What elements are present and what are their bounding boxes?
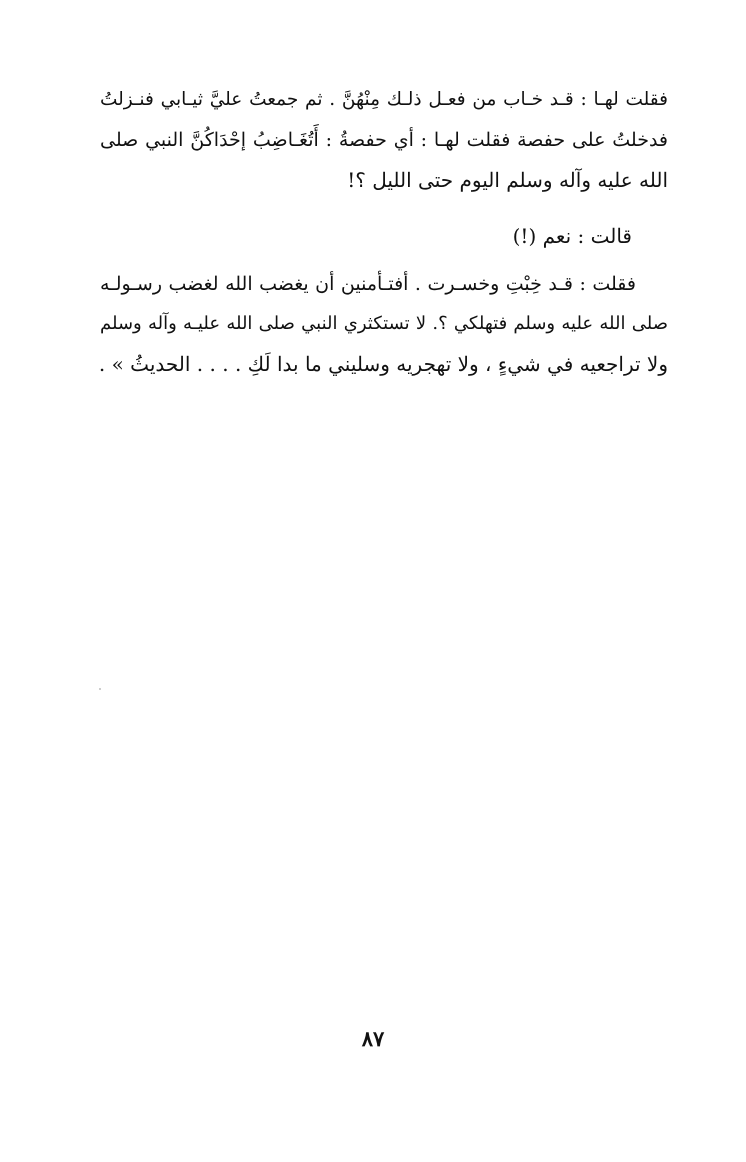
- text-line: ولا تراجعيه في شيءٍ ، ولا تهجريه وسليني ما بدا لَكِ . . . . الحديثُ » .: [98, 352, 668, 376]
- page-number: ٨٧: [361, 1026, 385, 1051]
- text-line: قالت : نعم (!): [512, 224, 632, 248]
- text-line: فقلت : قـد خِبْتِ وخسـرت . أفتـأمنين أن يغضب الله لغضب رسـولـه: [100, 273, 636, 295]
- text-line: فقلت لهـا : قـد خـاب من فعـل ذلـك مِنْهُنَّ . ثم جمعتُ عليَّ ثيـابي فنـزلتُ: [100, 89, 668, 110]
- text-line: الله عليه وآله وسلم اليوم حتى الليل ؟!: [347, 168, 668, 192]
- scan-speck: [99, 688, 101, 690]
- paragraph: [100, 216, 632, 256]
- paragraph: [100, 264, 668, 384]
- text-line: فدخلتُ على حفصة فقلت لهـا : أي حفصةُ : أَتُغَـاضِبُ إحْدَاكُنَّ النبي صلى: [100, 129, 668, 151]
- text-line: صلى الله عليه وسلم فتهلكي ؟. لا تستكثري النبي صلى الله عليـه وآله وسلم: [100, 313, 668, 334]
- paragraph: [100, 80, 668, 200]
